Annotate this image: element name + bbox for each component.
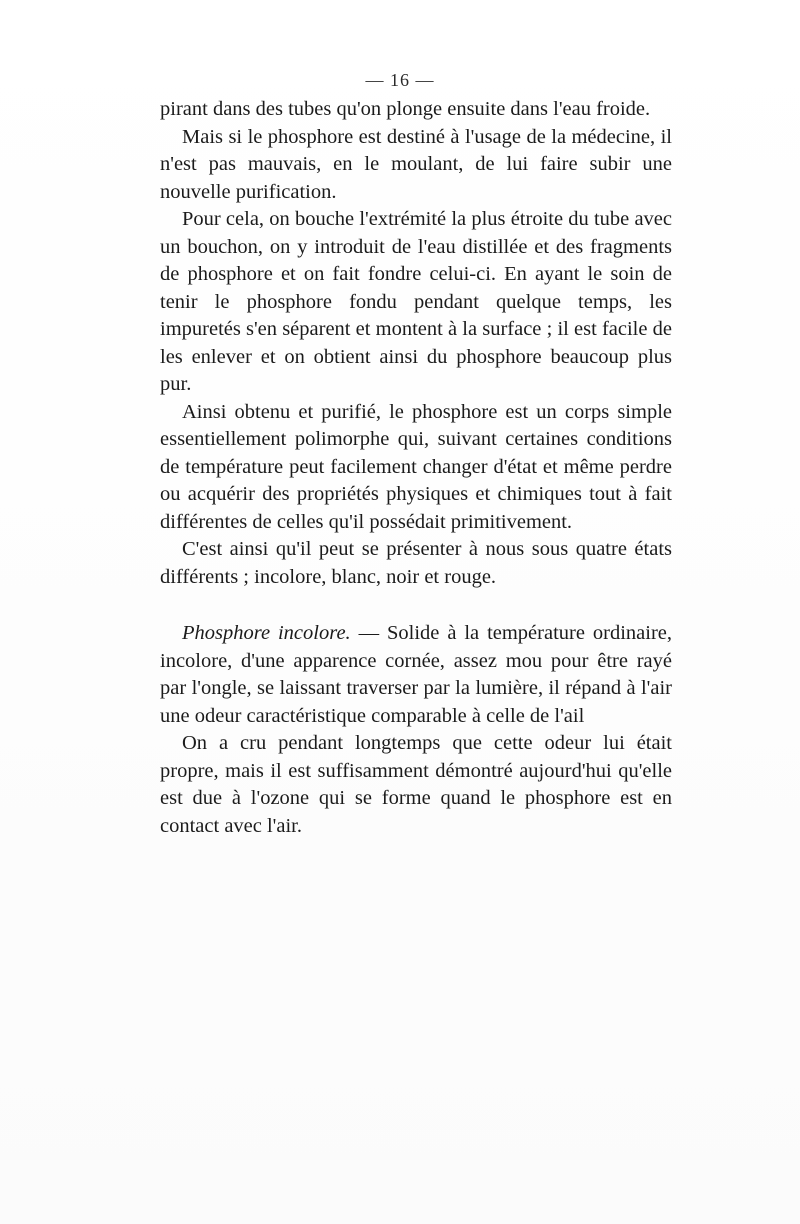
paragraph-polymorphism: Ainsi obtenu et purifié, le phosphore est un corps simple essentiellement polimorphe qui, suivant certaines conditions de température peut facilement changer d'état et même perdre ou acquérir des propriétés physiques et chimiques tout à fait différentes de celles qu'il possédait primitivement. [160, 400, 672, 533]
section-text: Solide à la température ordinaire, incolore, d'une apparence cornée, assez mou pour être rayé par l'ongle, se laissant traverser par la lumière, il répand à l'air une odeur caractéristique comparable à celle de l'ail [160, 622, 672, 727]
body-text [160, 96, 672, 840]
section-title: Phosphore incolore. [182, 622, 351, 644]
paragraph-continuation: pirant dans des tubes qu'on plonge ensuite dans l'eau froide. [160, 98, 651, 120]
section-dash: — [350, 622, 388, 644]
paragraph-odor-ozone: On a cru pendant longtemps que cette odeur lui était propre, mais il est suffisamment démontré aujourd'hui qu'elle est due à l'ozone qui se forme quand le phosphore est en contact avec l'air. [160, 732, 672, 837]
paragraph-medicine-use: Mais si le phosphore est destiné à l'usage de la médecine, il n'est pas mauvais, en le moulant, de lui faire subir une nouvelle purification. [160, 125, 672, 203]
paragraph-four-states: C'est ainsi qu'il peut se présenter à nous sous quatre états différents ; incolore, blanc, noir et rouge. [160, 538, 672, 588]
page-number: — 16 — [365, 70, 435, 90]
section-phosphore-incolore [160, 620, 672, 730]
paragraph-purification-method: Pour cela, on bouche l'extrémité la plus étroite du tube avec un bouchon, on y introduit de l'eau distillée et des fragments de phosphore et on fait fondre celui-ci. En ayant le soin de tenir le phosphore fondu pendant quelque temps, les impuretés s'en séparent et montent à la surface ; il est facile de les enlever et on obtient ainsi du phosphore beaucoup plus pur. [160, 208, 672, 395]
